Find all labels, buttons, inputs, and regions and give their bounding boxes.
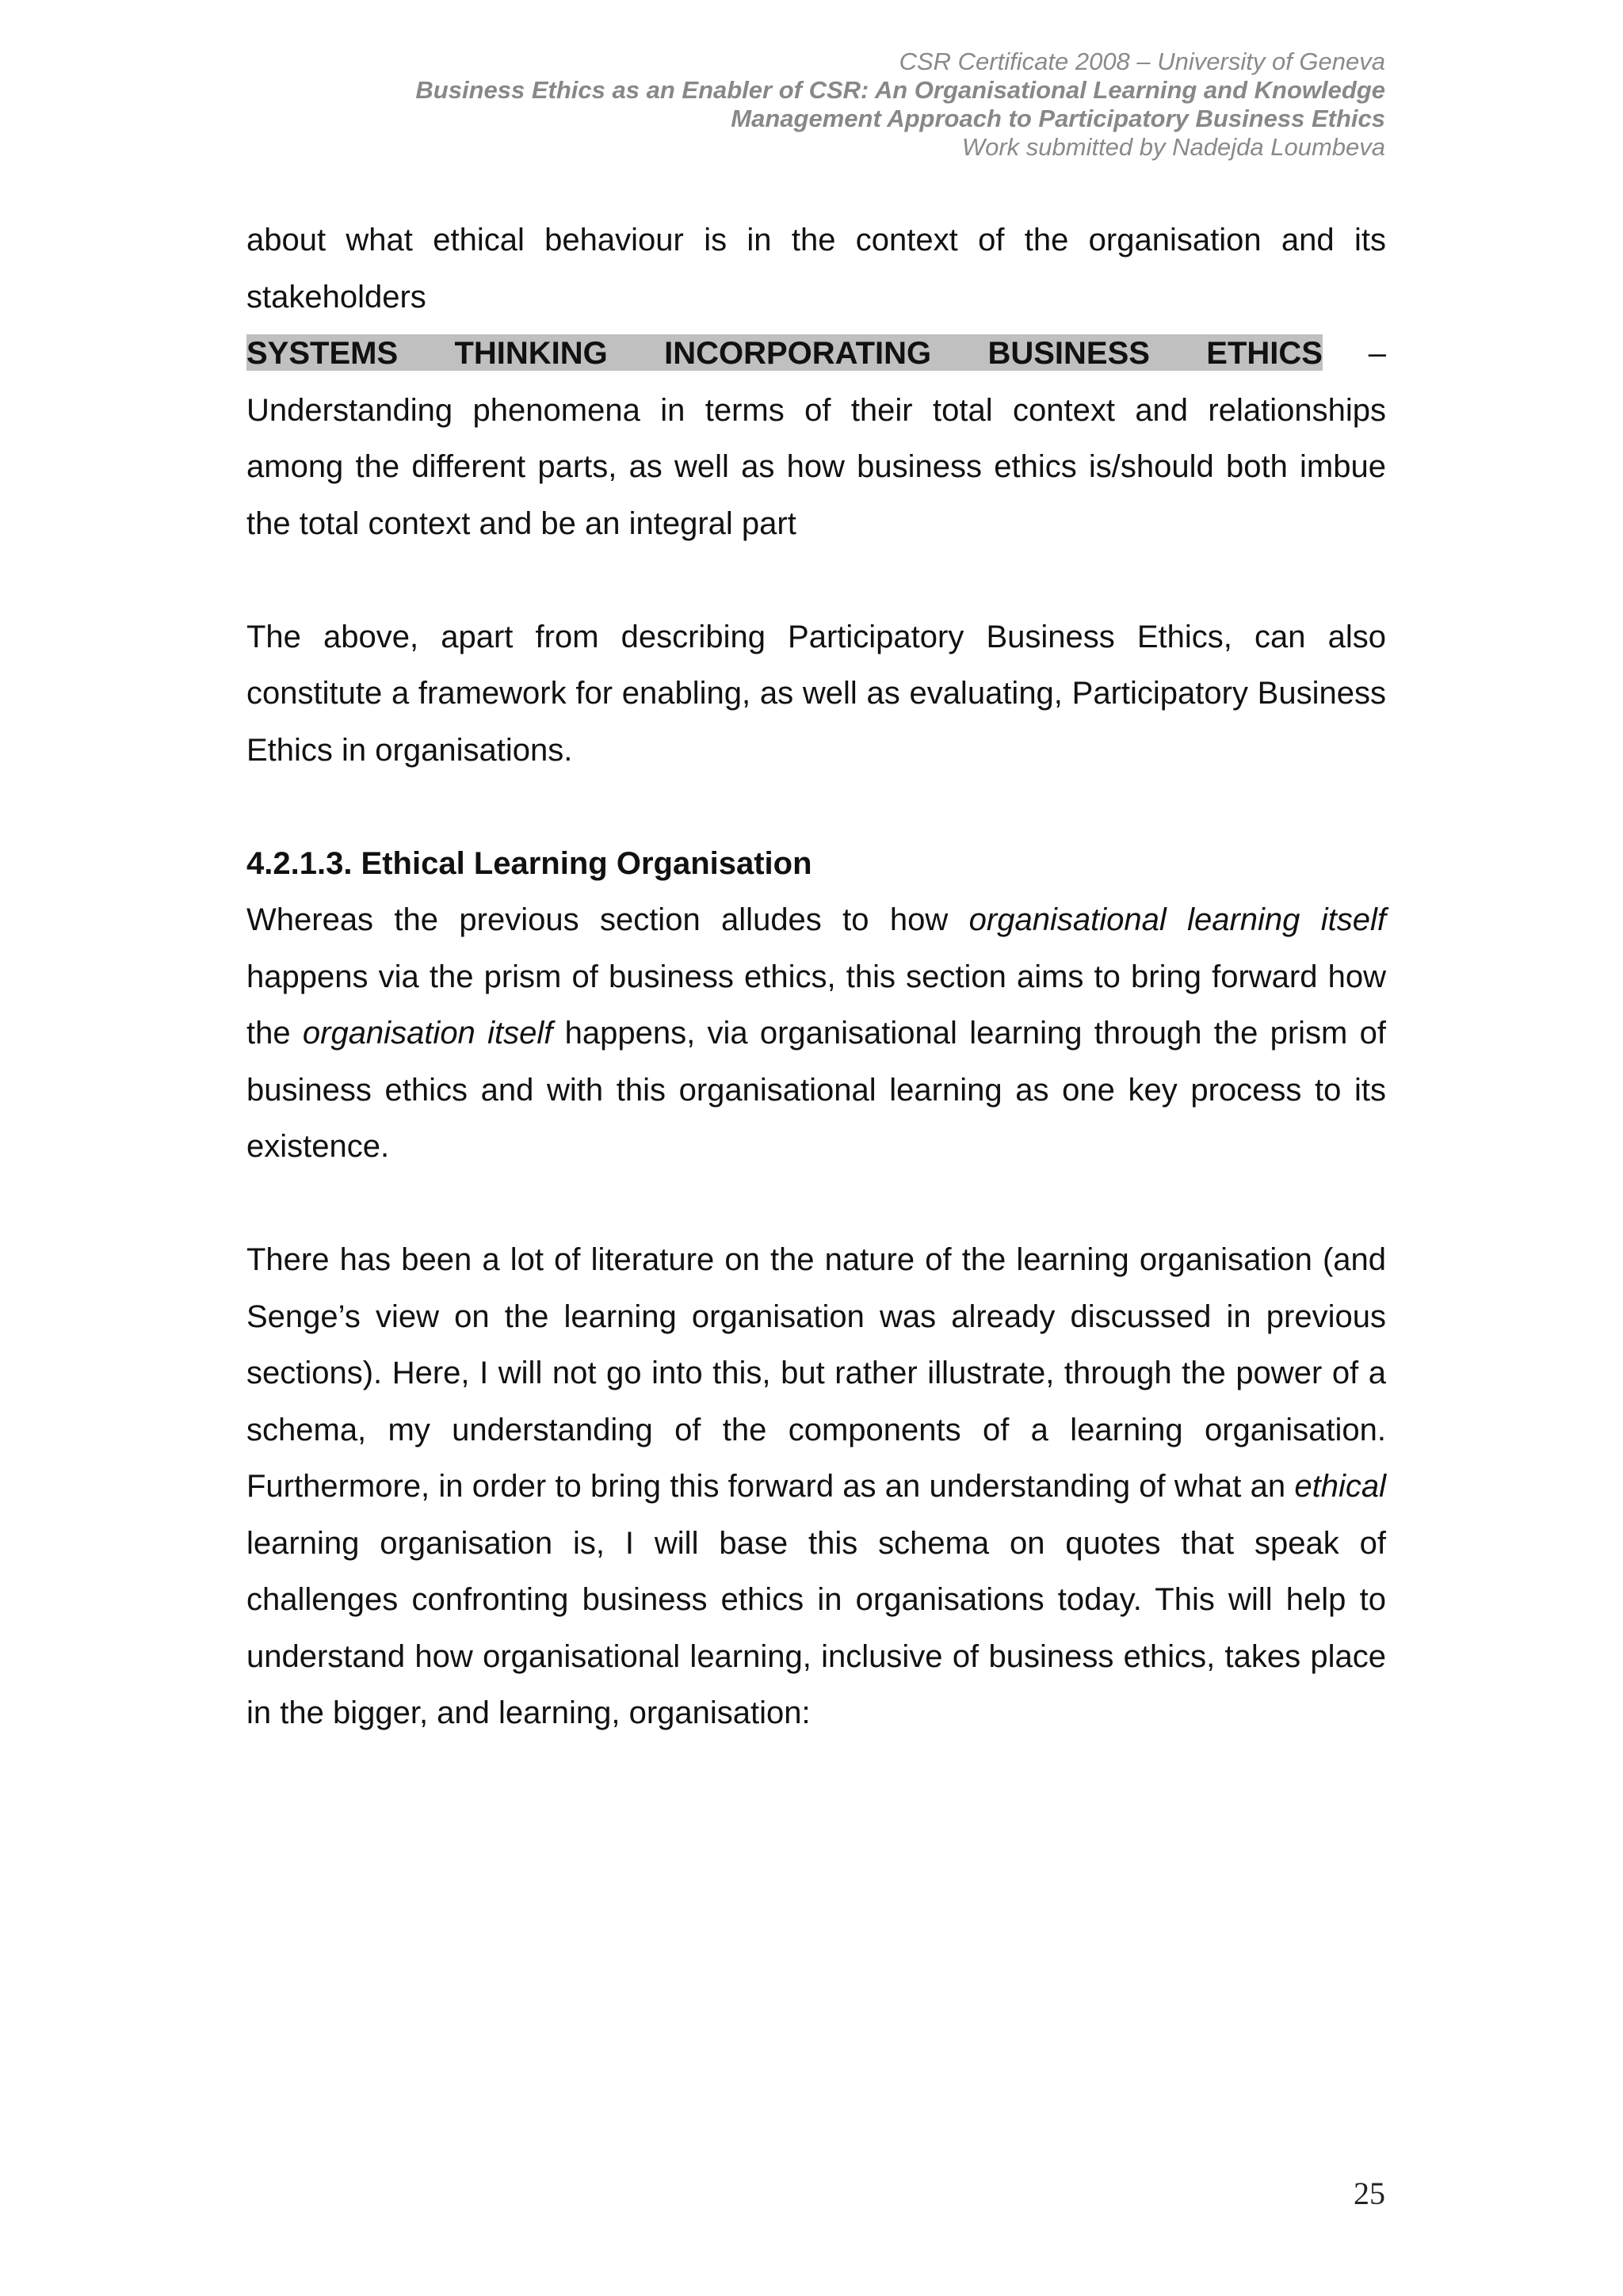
paragraph-gap	[246, 1176, 1386, 1233]
page-body	[246, 212, 1386, 1742]
text-run: learning organisation is, I will base this schema on quotes that speak of challenges confronting business ethics in organisations today. This will help to understand how organisational learning, inclusive of business ethics, takes place in the bigger, and learning, organisation:	[246, 1525, 1386, 1730]
running-header	[355, 48, 1385, 162]
term-word: THINKING	[454, 336, 608, 371]
term-word: BUSINESS	[987, 336, 1150, 371]
paragraph-literature	[246, 1232, 1386, 1742]
text-run: happens, via organisational learning through the prism of business ethics and with this organisational learning as one key process to its existence.	[246, 1016, 1386, 1164]
paragraph-ethical-behaviour: about what ethical behaviour is in the context of the organisation and its stakeholders	[246, 223, 1386, 315]
text-run: There has been a lot of literature on the nature of the learning organisation (and Senge’s view on the learning organisation was already discussed in previous sections). Here, I will not go into this, but rather illustrate, through the power of a schema, my understanding of the components of a learning organisation. Furthermore, in order to bring this forward as an understanding of what an	[246, 1242, 1386, 1504]
text-run: happens via the prism of business ethics, this section aims to bring forward how the	[246, 959, 1386, 1051]
term-dash: –	[1368, 336, 1386, 371]
paragraph-framework: The above, apart from describing Participatory Business Ethics, can also constitute a framework for enabling, as well as evaluating, Participatory Business Ethics in organisations.	[246, 619, 1386, 768]
text-run: Whereas the previous section alludes to how	[246, 902, 969, 937]
header-title-line-2: Management Approach to Participatory Business Ethics	[731, 105, 1385, 132]
term-word: ETHICS	[1206, 336, 1323, 371]
term-word: SYSTEMS	[246, 336, 399, 371]
paragraph-gap	[246, 779, 1386, 836]
section-heading: 4.2.1.3. Ethical Learning Organisation	[246, 845, 812, 881]
header-title-line-1: Business Ethics as an Enabler of CSR: An Organisational Learning and Knowledge	[415, 76, 1385, 104]
systems-thinking-term-line	[246, 326, 1386, 383]
header-author: Work submitted by Nadejda Loumbeva	[961, 133, 1385, 161]
emphasis-text: ethical	[1294, 1469, 1386, 1504]
highlighted-term	[246, 334, 1323, 371]
paragraph-systems-definition: Understanding phenomena in terms of their total context and relationships among the different parts, as well as how business ethics is/should both imbue the total context and be an integral part	[246, 392, 1386, 541]
term-word: INCORPORATING	[664, 336, 932, 371]
paragraph-gap	[246, 552, 1386, 609]
emphasis-text: organisation itself	[302, 1016, 553, 1051]
paragraph-ethical-learning-organisation	[246, 892, 1386, 1176]
header-certificate: CSR Certificate 2008 – University of Geneva	[899, 48, 1385, 75]
emphasis-text: organisational learning itself	[968, 902, 1386, 937]
page-number: 25	[1354, 2176, 1385, 2211]
